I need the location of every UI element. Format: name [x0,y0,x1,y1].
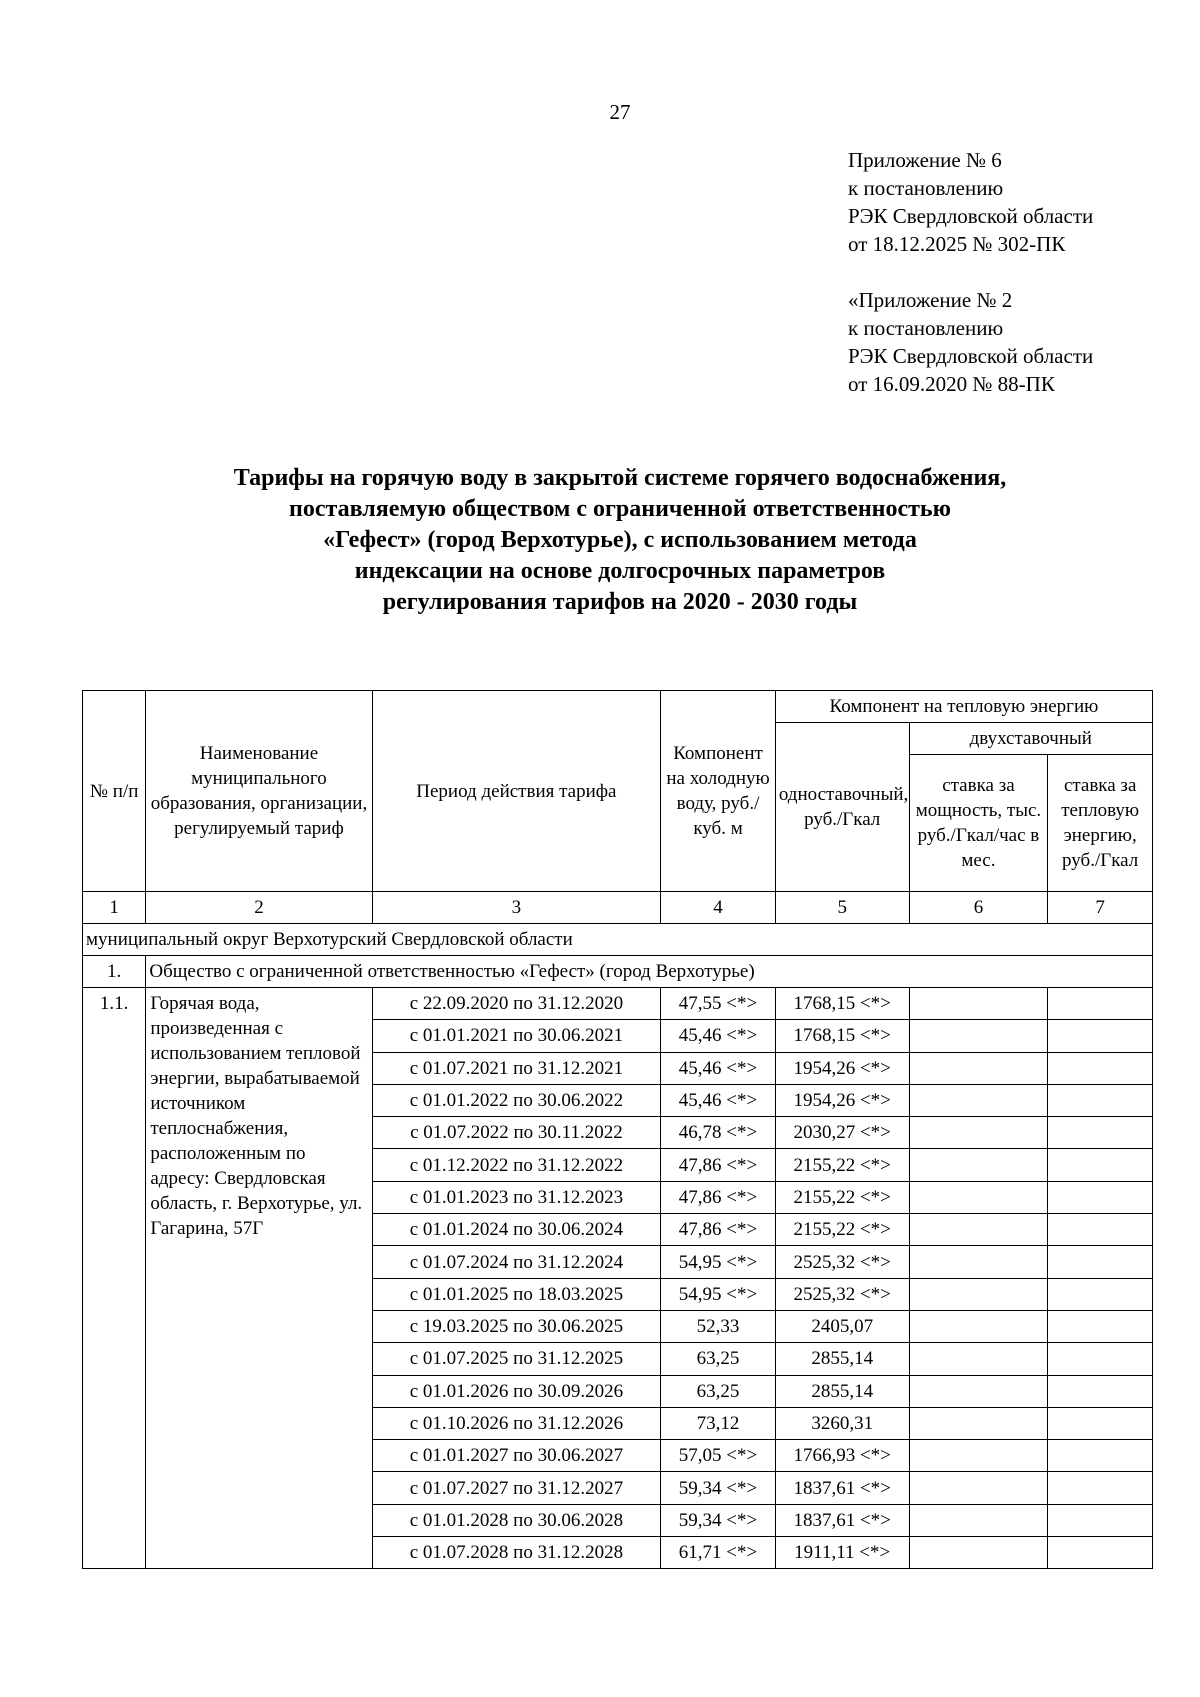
tariff-period: с 22.09.2020 по 31.12.2020 [372,988,661,1020]
appendix-line: к постановлению [848,176,1004,200]
organization-number: 1. [83,956,146,988]
single-rate-value: 2525,32 <*> [775,1246,909,1278]
header-energy-rate: ставка за тепловую энергию, руб./Гкал [1048,755,1153,892]
energy-rate-value [1048,1278,1153,1310]
energy-rate-value [1048,1440,1153,1472]
tariff-row [83,988,1153,1020]
column-number: 5 [775,892,909,924]
title-line: регулирования тарифов на 2020 - 2030 годы [382,589,858,615]
appendix-line: от 16.09.2020 № 88-ПК [848,372,1055,396]
cold-water-component: 47,55 <*> [661,988,776,1020]
capacity-rate-value [909,1214,1048,1246]
appendix-line: от 18.12.2025 № 302-ПК [848,232,1066,256]
capacity-rate-value [909,1278,1048,1310]
cold-water-component: 45,46 <*> [661,1020,776,1052]
tariff-period: с 01.07.2021 по 31.12.2021 [372,1052,661,1084]
capacity-rate-value [909,1375,1048,1407]
single-rate-value: 1768,15 <*> [775,988,909,1020]
single-rate-value: 1911,11 <*> [775,1537,909,1569]
single-rate-value: 2030,27 <*> [775,1117,909,1149]
energy-rate-value [1048,1084,1153,1116]
tariff-period: с 01.07.2027 по 31.12.2027 [372,1472,661,1504]
single-rate-value: 1954,26 <*> [775,1084,909,1116]
energy-rate-value [1048,1117,1153,1149]
cold-water-component: 59,34 <*> [661,1472,776,1504]
energy-rate-value [1048,1052,1153,1084]
capacity-rate-value [909,1440,1048,1472]
cold-water-component: 46,78 <*> [661,1117,776,1149]
capacity-rate-value [909,1246,1048,1278]
appendix-line: «Приложение № 2 [848,288,1013,312]
single-rate-value: 1766,93 <*> [775,1440,909,1472]
page-number: 27 [609,100,631,124]
document-title [100,463,1140,618]
energy-rate-value [1048,1246,1153,1278]
cold-water-component: 45,46 <*> [661,1052,776,1084]
single-rate-value: 2155,22 <*> [775,1149,909,1181]
tariff-period: с 01.12.2022 по 31.12.2022 [372,1149,661,1181]
cold-water-component: 47,86 <*> [661,1149,776,1181]
cold-water-component: 47,86 <*> [661,1181,776,1213]
energy-rate-value [1048,1504,1153,1536]
tariff-period: с 01.01.2022 по 30.06.2022 [372,1084,661,1116]
cold-water-component: 54,95 <*> [661,1246,776,1278]
single-rate-value: 1954,26 <*> [775,1052,909,1084]
capacity-rate-value [909,1407,1048,1439]
energy-rate-value [1048,1214,1153,1246]
single-rate-value: 2525,32 <*> [775,1278,909,1310]
item-description: Горячая вода, произведенная с использованием тепловой энергии, вырабатываемой источником теплоснабжения, расположенным по адресу: Свердловская область, г. Верхотурье, ул. Гагарина, 57Г [146,988,372,1569]
header-heat-component: Компонент на тепловую энергию [775,691,1152,723]
capacity-rate-value [909,1084,1048,1116]
capacity-rate-value [909,988,1048,1020]
energy-rate-value [1048,1310,1153,1342]
energy-rate-value [1048,1149,1153,1181]
appendix-original-reference [848,286,1093,398]
energy-rate-value [1048,1375,1153,1407]
capacity-rate-value [909,1052,1048,1084]
column-number: 7 [1048,892,1153,924]
capacity-rate-value [909,1181,1048,1213]
energy-rate-value [1048,988,1153,1020]
single-rate-value: 1837,61 <*> [775,1504,909,1536]
capacity-rate-value [909,1343,1048,1375]
cold-water-component: 47,86 <*> [661,1214,776,1246]
capacity-rate-value [909,1149,1048,1181]
tariff-period: с 01.01.2021 по 30.06.2021 [372,1020,661,1052]
capacity-rate-value [909,1537,1048,1569]
tariff-period: с 01.07.2025 по 31.12.2025 [372,1343,661,1375]
energy-rate-value [1048,1020,1153,1052]
column-number: 2 [146,892,372,924]
single-rate-value: 2155,22 <*> [775,1214,909,1246]
column-number: 1 [83,892,146,924]
capacity-rate-value [909,1310,1048,1342]
tariff-period: с 01.01.2025 по 18.03.2025 [372,1278,661,1310]
tariff-period: с 01.07.2028 по 31.12.2028 [372,1537,661,1569]
tariff-period: с 01.01.2023 по 31.12.2023 [372,1181,661,1213]
single-rate-value: 1768,15 <*> [775,1020,909,1052]
tariff-period: с 01.07.2024 по 31.12.2024 [372,1246,661,1278]
header-name: Наименование муниципального образования, организации, регулируемый тариф [146,691,372,892]
cold-water-component: 57,05 <*> [661,1440,776,1472]
single-rate-value: 2855,14 [775,1343,909,1375]
cold-water-component: 59,34 <*> [661,1504,776,1536]
tariff-period: с 01.01.2027 по 30.06.2027 [372,1440,661,1472]
header-two-rate: двухставочный [909,723,1152,755]
capacity-rate-value [909,1117,1048,1149]
appendix-current-reference [848,146,1093,258]
title-line: «Гефест» (город Верхотурье), с использованием метода [323,527,917,553]
energy-rate-value [1048,1537,1153,1569]
column-number: 3 [372,892,661,924]
column-number: 4 [661,892,776,924]
capacity-rate-value [909,1504,1048,1536]
energy-rate-value [1048,1181,1153,1213]
tariff-period: с 01.01.2024 по 30.06.2024 [372,1214,661,1246]
appendix-line: к постановлению [848,316,1004,340]
title-line: индексации на основе долгосрочных параметров [354,558,886,584]
single-rate-value: 2855,14 [775,1375,909,1407]
appendix-line: Приложение № 6 [848,148,1002,172]
energy-rate-value [1048,1472,1153,1504]
item-number: 1.1. [83,988,146,1569]
capacity-rate-value [909,1472,1048,1504]
column-number: 6 [909,892,1048,924]
energy-rate-value [1048,1407,1153,1439]
tariff-period: с 01.10.2026 по 31.12.2026 [372,1407,661,1439]
cold-water-component: 63,25 [661,1343,776,1375]
organization-name: Общество с ограниченной ответственностью «Гефест» (город Верхотурье) [146,956,1153,988]
single-rate-value: 2155,22 <*> [775,1181,909,1213]
single-rate-value: 1837,61 <*> [775,1472,909,1504]
header-capacity-rate: ставка за мощность, тыс. руб./Гкал/час в мес. [909,755,1048,892]
header-period: Период действия тарифа [372,691,661,892]
header-single-rate: одноставочный, руб./Гкал [775,723,909,892]
tariff-table [82,690,1153,1569]
header-no: № п/п [83,691,146,892]
title-line: Тарифы на горячую воду в закрытой системе горячего водоснабжения, [233,465,1007,491]
tariff-period: с 01.01.2026 по 30.09.2026 [372,1375,661,1407]
cold-water-component: 54,95 <*> [661,1278,776,1310]
cold-water-component: 73,12 [661,1407,776,1439]
appendix-line: РЭК Свердловской области [848,204,1094,228]
single-rate-value: 2405,07 [775,1310,909,1342]
header-cold-water: Компонент на холодную воду, руб./куб. м [661,691,776,892]
title-line: поставляемую обществом с ограниченной ответственностью [289,496,951,522]
appendix-line: РЭК Свердловской области [848,344,1094,368]
tariff-period: с 19.03.2025 по 30.06.2025 [372,1310,661,1342]
cold-water-component: 45,46 <*> [661,1084,776,1116]
cold-water-component: 63,25 [661,1375,776,1407]
single-rate-value: 3260,31 [775,1407,909,1439]
municipality-row: муниципальный округ Верхотурский Свердловской области [83,924,1153,956]
capacity-rate-value [909,1020,1048,1052]
tariff-period: с 01.01.2028 по 30.06.2028 [372,1504,661,1536]
cold-water-component: 52,33 [661,1310,776,1342]
energy-rate-value [1048,1343,1153,1375]
tariff-period: с 01.07.2022 по 30.11.2022 [372,1117,661,1149]
cold-water-component: 61,71 <*> [661,1537,776,1569]
